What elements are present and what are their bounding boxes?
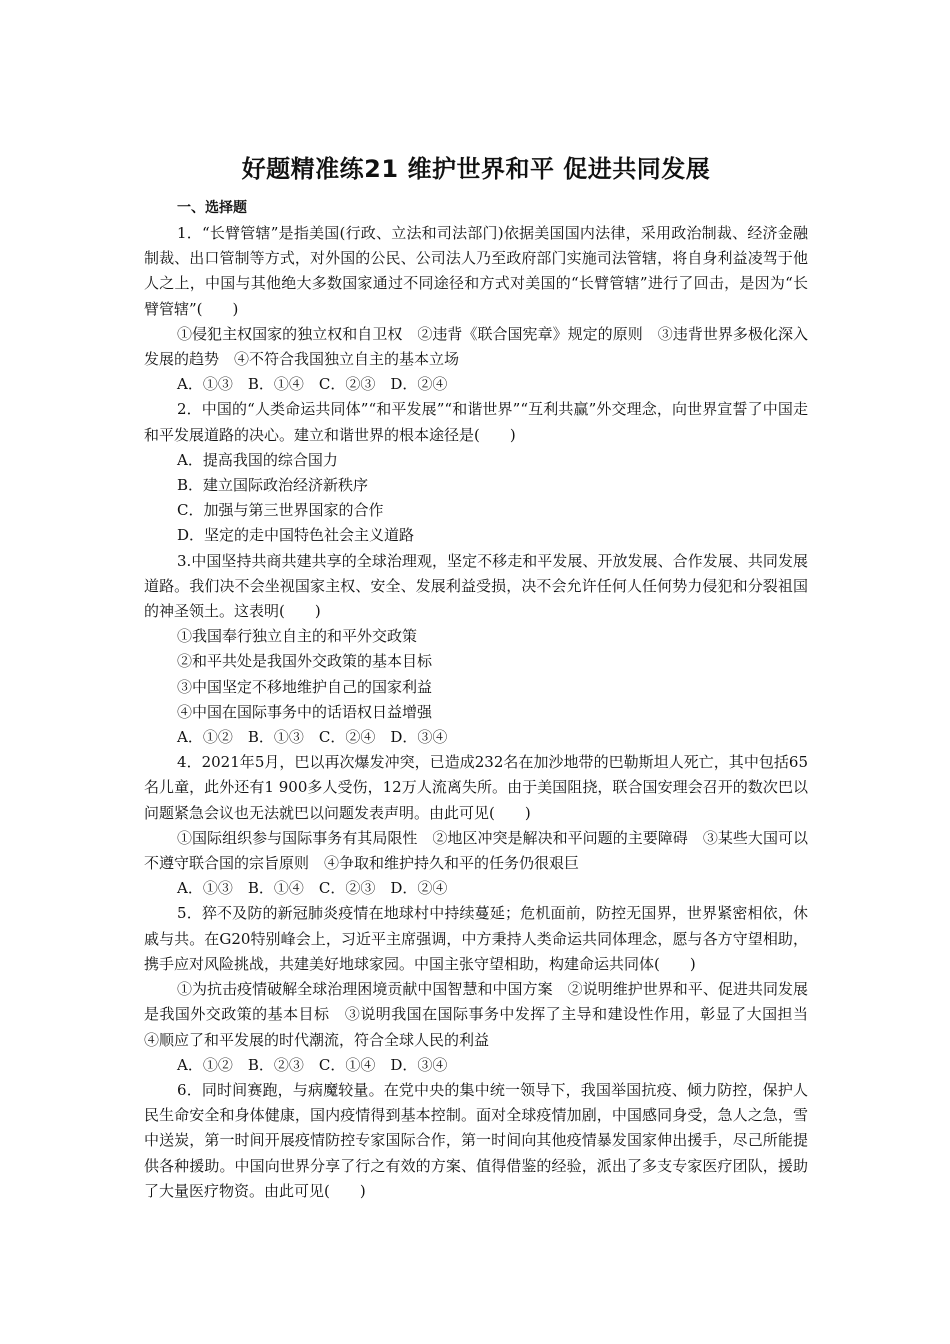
question-statements: ①侵犯主权国家的独立权和自卫权 ②违背《联合国宪章》规定的原则 ③违背世界多极化深入发展的趋势 ④不符合我国独立自主的基本立场 [144, 324, 808, 369]
question-5 [144, 901, 824, 1077]
answer-option-a: A．提高我国的综合国力 [177, 450, 338, 469]
question-stem: 5．猝不及防的新冠肺炎疫情在地球村中持续蔓延；危机面前，防控无国界，世界紧密相依，休戚与共。在G20特别峰会上，习近平主席强调，中方秉持人类命运共同体理念，愿与各方守望相助，携手应对风险挑战，共建美好地球家园。中国主张守望相助，构建命运共同体( ) [144, 904, 808, 973]
question-statements: ①为抗击疫情破解全球治理困境贡献中国智慧和中国方案 ②说明维护世界和平、促进共同发展是我国外交政策的基本目标 ③说明我国在国际事务中发挥了主导和建设性作用，彰显了大国担当 ④顺应了和平发展的时代潮流，符合全球人民的利益 [144, 980, 824, 1049]
question-2 [144, 397, 808, 548]
question-6 [144, 1078, 808, 1204]
question-stem: 3.中国坚持共商共建共享的全球治理观，坚定不移走和平发展、开放发展、合作发展、共同发展道路。我们决不会坐视国家主权、安全、发展利益受损，决不会允许任何人任何势力侵犯和分裂祖国的神圣领土。这表明( ) [144, 551, 808, 621]
answer-options: A．①② B．②③ C．①④ D．③④ [177, 1055, 448, 1074]
question-stem: 2．中国的“人类命运共同体”“和平发展”“和谐世界”“互利共赢”外交理念，向世界宣誓了中国走和平发展道路的决心。建立和谐世界的根本途径是( ) [144, 400, 808, 444]
answer-option-c: C．加强与第三世界国家的合作 [177, 501, 384, 520]
page-title: 好题精准练21 维护世界和平 促进共同发展 [241, 155, 711, 183]
answer-option-d: D．坚定的走中国特色社会主义道路 [177, 526, 415, 545]
statement-1: ①我国奉行独立自主的和平外交政策 [177, 627, 418, 646]
statement-3: ③中国坚定不移地维护自己的国家利益 [177, 677, 433, 696]
question-statements: ①国际组织参与国际事务有其局限性 ②地区冲突是解决和平问题的主要障碍 ③某些大国可以不遵守联合国的宗旨原则 ④争取和维护持久和平的任务仍很艰巨 [144, 828, 808, 873]
answer-options: A．①③ B．①④ C．②③ D．②④ [177, 879, 448, 898]
statement-2: ②和平共处是我国外交政策的基本目标 [177, 652, 433, 671]
question-stem: 1．“长臂管辖”是指美国(行政、立法和司法部门)依据美国国内法律，采用政治制裁、经济金融制裁、出口管制等方式，对外国的公民、公司法人乃至政府部门实施司法管辖，将自身利益凌驾于他人之上，中国与其他绝大多数国家通过不同途径和方式对美国的“长臂管辖”进行了回击，是因为“长臂管辖”( ) [144, 224, 808, 318]
question-3 [144, 549, 808, 751]
question-stem: 6．同时间赛跑，与病魔较量。在党中央的集中统一领导下，我国举国抗疫、倾力防控，保护人民生命安全和身体健康，国内疫情得到基本控制。面对全球疫情加剧，中国感同身受，急人之急，雪中送炭，第一时间开展疫情防控专家国际合作，第一时间向其他疫情暴发国家伸出援手，尽己所能提供各种援助。中国向世界分享了行之有效的方案、值得借鉴的经验，派出了多支专家医疗团队，援助了大量医疗物资。由此可见( ) [144, 1080, 808, 1200]
question-stem: 4．2021年5月，巴以再次爆发冲突，已造成232名在加沙地带的巴勒斯坦人死亡，其中包括65名儿童，此外还有1 900多人受伤，12万人流离失所。由于美国阻挠，联合国安理会召开的数次巴以问题紧急会议也无法就巴以问题发表声明。由此可见( ) [144, 753, 808, 822]
answer-options: A．①③ B．①④ C．②③ D．②④ [177, 375, 448, 394]
question-1 [144, 221, 808, 397]
section-heading: 一、选择题 [177, 200, 247, 216]
answer-option-b: B．建立国际政治经济新秩序 [177, 476, 369, 495]
answer-options: A．①② B．①③ C．②④ D．③④ [177, 728, 448, 747]
question-4 [144, 750, 808, 901]
statement-4: ④中国在国际事务中的话语权日益增强 [177, 702, 433, 721]
